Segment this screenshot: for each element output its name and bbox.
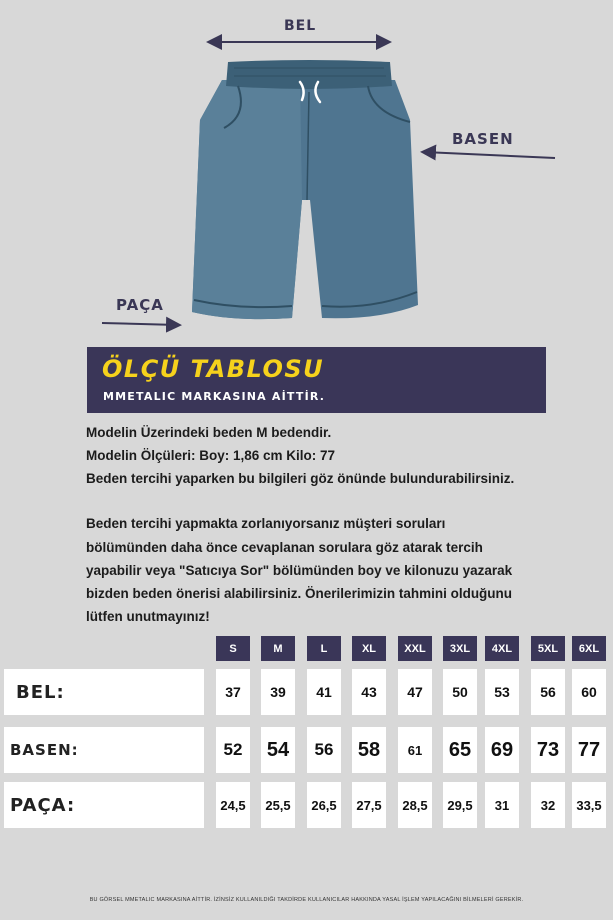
table-cell: 56 — [531, 669, 565, 715]
model-size-text: Modelin Üzerindeki beden M bedendir. — [86, 425, 332, 440]
basen-label: BASEN — [452, 130, 514, 148]
table-cell: 50 — [443, 669, 477, 715]
row-label-paca: PAÇA: — [4, 782, 204, 828]
table-cell: 69 — [485, 727, 519, 773]
table-cell: 41 — [307, 669, 341, 715]
help-paragraph-line: bizden beden önerisi alabilirsiniz. Önerilerimizin tahmini olduğunu — [86, 586, 513, 601]
table-cell: 73 — [531, 727, 565, 773]
basen-arrow — [424, 152, 555, 158]
size-chart-banner — [87, 347, 546, 413]
size-header-xxl: XXL — [398, 636, 432, 661]
banner-subtitle: MMETALIC MARKASINA AİTTİR. — [103, 390, 326, 403]
paca-arrow — [102, 323, 178, 325]
shorts-waistband — [226, 60, 392, 89]
table-cell: 47 — [398, 669, 432, 715]
model-measurements-text: Modelin Ölçüleri: Boy: 1,86 cm Kilo: 77 — [86, 448, 336, 463]
size-header-xl: XL — [352, 636, 386, 661]
table-cell: 27,5 — [352, 782, 386, 828]
shorts-shade — [192, 80, 302, 319]
bel-label: BEL — [284, 18, 317, 34]
size-header-s: S — [216, 636, 250, 661]
size-header-l: L — [307, 636, 341, 661]
table-cell: 37 — [216, 669, 250, 715]
table-cell: 31 — [485, 782, 519, 828]
size-header-5xl: 5XL — [531, 636, 565, 661]
table-cell: 24,5 — [216, 782, 250, 828]
size-header-6xl: 6XL — [572, 636, 606, 661]
size-header-4xl: 4XL — [485, 636, 519, 661]
table-cell: 28,5 — [398, 782, 432, 828]
table-cell: 54 — [261, 727, 295, 773]
shorts-illustration — [0, 0, 613, 340]
size-advice-text: Beden tercihi yaparken bu bilgileri göz önünde bulundurabilirsiniz. — [86, 471, 515, 486]
size-header-3xl: 3XL — [443, 636, 477, 661]
size-header-m: M — [261, 636, 295, 661]
help-paragraph-line: lütfen unutmayınız! — [86, 609, 210, 624]
table-cell: 61 — [398, 727, 432, 773]
table-cell: 58 — [352, 727, 386, 773]
help-paragraph-line: bölümünden daha önce cevaplanan sorulara göz atarak tercih — [86, 540, 483, 555]
table-cell: 56 — [307, 727, 341, 773]
table-cell: 53 — [485, 669, 519, 715]
table-cell: 39 — [261, 669, 295, 715]
table-cell: 60 — [572, 669, 606, 715]
table-cell: 65 — [443, 727, 477, 773]
row-label-basen: BASEN: — [4, 727, 204, 773]
help-paragraph-line: yapabilir veya "Satıcıya Sor" bölümünden boy ve kilonuzu yazarak — [86, 563, 513, 578]
table-cell: 32 — [531, 782, 565, 828]
table-cell: 29,5 — [443, 782, 477, 828]
help-paragraph-line: Beden tercihi yapmakta zorlanıyorsanız müşteri soruları — [86, 516, 446, 531]
table-cell: 43 — [352, 669, 386, 715]
row-label-bel: BEL: — [4, 669, 204, 715]
table-cell: 26,5 — [307, 782, 341, 828]
table-cell: 25,5 — [261, 782, 295, 828]
table-cell: 77 — [572, 727, 606, 773]
paca-label: PAÇA — [116, 296, 164, 314]
table-cell: 52 — [216, 727, 250, 773]
table-cell: 33,5 — [572, 782, 606, 828]
banner-title: ÖLÇÜ TABLOSU — [102, 355, 325, 383]
copyright-footer: BU GÖRSEL MMETALIC MARKASINA AİTTİR. İZİNSİZ KULLANILDIĞI TAKDİRDE KULLANICILAR HAKKINDA YASAL İŞLEM YAPILACAĞINI BİLMELERİ GEREKİR. — [89, 897, 524, 903]
